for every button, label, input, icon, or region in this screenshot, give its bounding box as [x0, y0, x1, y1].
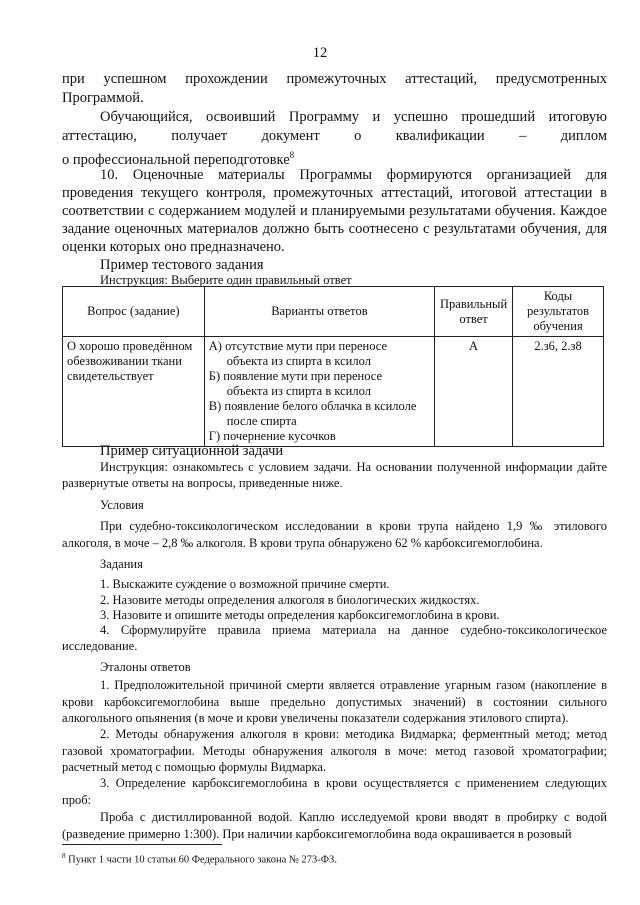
answer-1: 1. Предположительной причиной смерти является отравление угарным газом (накопление в крови карбоксигемоглобина выше предельно допустимых значений) в состоянии сильного алкогольного опьянения (в моче и крови увеличены показатели содержания этилового спирта). — [62, 678, 607, 725]
header-question: Вопрос (задание) — [63, 287, 205, 337]
option-c: В) появление белого облачка в ксилоле — [208, 399, 417, 413]
option-b: Б) появление мути при переносе — [208, 369, 382, 383]
intro-paragraph-10: 10. Оценочные материалы Программы формируются организацией для проведения текущего контроля, промежуточных аттестаций, итоговой аттестации в соответствии с содержанием модулей и планируемыми результатами обучения. Каждое задание оценочных материалов должно быть соотнесено с результатами обучения, для оценки которых оно предназначено. — [62, 167, 607, 255]
correct-cell: А — [435, 337, 513, 447]
intro-line-2: Программой. — [62, 90, 144, 106]
option-c-cont: после спирта — [226, 414, 297, 428]
options-cell — [204, 337, 434, 447]
footnote-text: Пункт 1 части 10 статьи 60 Федерального закона № 273-ФЗ. — [68, 854, 337, 866]
header-correct: Правильный ответ — [435, 287, 513, 337]
task-4: 4. Сформулируйте правила приема материала на данное судебно-токсикологическое исследование. — [62, 623, 607, 653]
intro-line-1: при успешном прохождении промежуточных аттестаций, предусмотренных — [62, 71, 607, 87]
task-3: 3. Назовите и опишите методы определения карбоксигемоглобина в крови. — [100, 608, 500, 622]
intro-p2-line-1: Обучающийся, освоивший Программу и успешно прошедший итоговую — [100, 109, 607, 125]
footnote-ref: 8 — [289, 150, 295, 160]
footnote-separator — [62, 844, 222, 845]
page-number: 12 — [312, 45, 328, 61]
footnote — [62, 850, 337, 867]
header-codes: Коды результатов обучения — [513, 287, 604, 337]
intro-p2-line-2: аттестацию, получает документ о квалификации – диплом — [62, 128, 607, 144]
codes-cell: 2.з6, 2.з8 — [513, 337, 604, 447]
situational-heading: Пример ситуационной задачи — [100, 443, 284, 459]
option-a-cont: объекта из спирта в ксилол — [226, 354, 371, 368]
question-cell: О хорошо проведённом обезвоживании ткани свидетельствует — [63, 337, 205, 447]
test-example-instruction: Инструкция: Выберите один правильный ответ — [100, 273, 352, 287]
test-table-header-row — [63, 287, 604, 337]
probe-text: Проба с дистиллированной водой. Каплю исследуемой крови вводят в пробирку с водой (разведение примерно 1:300). При наличии карбоксигемоглобина вода окрашивается в розовый — [62, 810, 607, 841]
test-table — [62, 286, 604, 447]
intro-p2-line-3-text: о профессиональной переподготовке — [62, 151, 290, 168]
answer-3: 3. Определение карбоксигемоглобина в крови осуществляется с применением следующих проб: — [62, 776, 607, 807]
task-1: 1. Выскажите суждение о возможной причине смерти. — [100, 577, 390, 591]
tasks-heading: Задания — [100, 557, 143, 571]
option-d: Г) почернение кусочков — [208, 429, 336, 443]
task-2: 2. Назовите методы определения алкоголя в биологических жидкостях. — [100, 593, 480, 607]
answer-2: 2. Методы обнаружения алкоголя в крови: методика Видмарка; ферментный метод; метод газовой хроматографии. Методы обнаружения алкоголя в моче: метод газовой хроматографии; расчетный метод с помощью формулы Видмарка. — [62, 727, 607, 774]
footnote-marker: 8 — [62, 852, 66, 860]
test-table-row — [63, 337, 604, 447]
situational-instruction: Инструкция: ознакомьтесь с условием задачи. На основании полученной информации дайте развернутые ответы на вопросы, приведенные ниже. — [62, 460, 607, 490]
conditions-text: При судебно-токсикологическом исследовании в крови трупа найдено 1,9 ‰ этилового алкоголя, в моче – 2,8 ‰ алкоголя. В крови трупа обнаружено 62 % карбоксигемоглобина. — [62, 519, 607, 550]
header-options: Варианты ответов — [204, 287, 434, 337]
answers-heading: Эталоны ответов — [100, 660, 191, 674]
test-example-heading: Пример тестового задания — [100, 257, 264, 273]
conditions-heading: Условия — [100, 498, 144, 512]
option-b-cont: объекта из спирта в ксилол — [226, 384, 371, 398]
option-a: А) отсутствие мути при переносе — [208, 339, 388, 353]
